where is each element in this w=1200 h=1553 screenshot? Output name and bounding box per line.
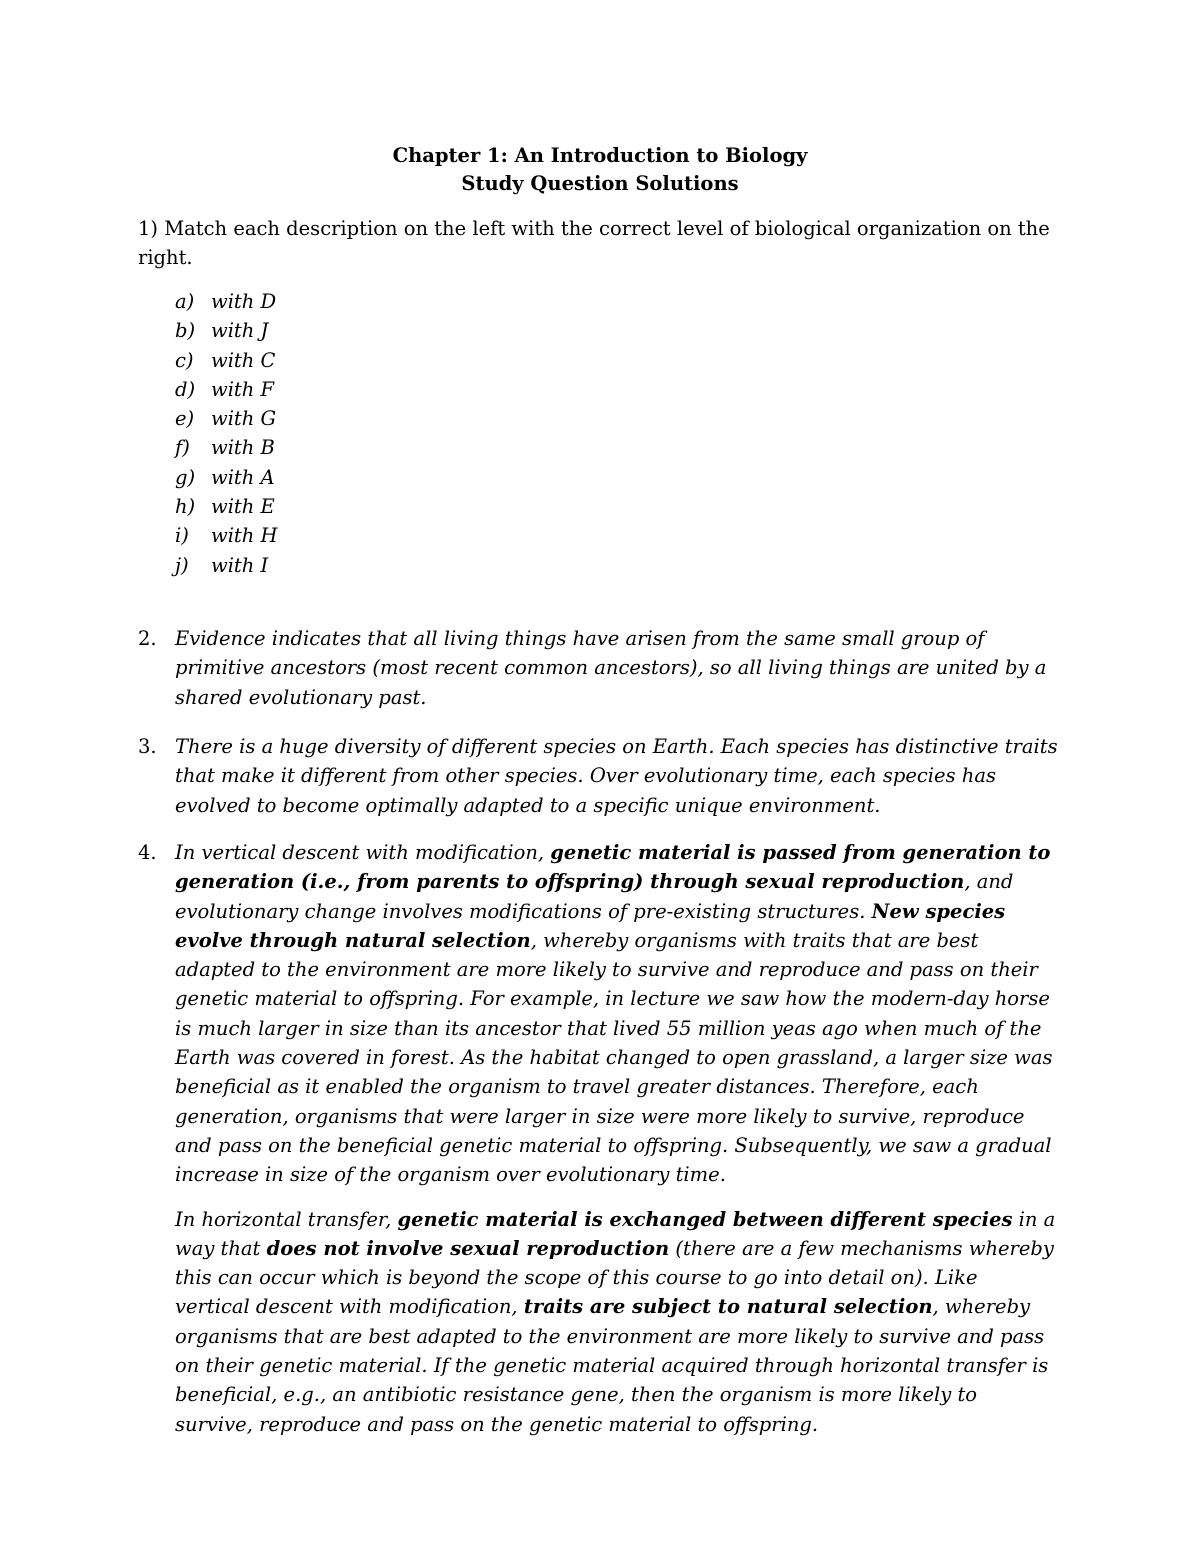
answer-text: with B (211, 436, 275, 460)
answer-text: with C (211, 348, 276, 372)
question-number: 4. (138, 841, 157, 864)
answer-letter: i) (175, 524, 189, 548)
title-block (0, 142, 1200, 198)
answer-text: with I (211, 553, 269, 577)
text-run: , and evolutionary change involves modifications of pre-existing structures. (175, 870, 1014, 923)
bold-emphasis: does not involve sexual reproduction (266, 1236, 670, 1260)
answer-paragraph: Evidence indicates that all living things have arisen from the same small group of primitive ancestors (most recent common ancestors), so all living things are united by a shared evolutionary past. (175, 627, 1047, 709)
answer-letter: h) (175, 495, 196, 519)
answer-letter: f) (175, 436, 190, 460)
answer-text: with E (211, 495, 275, 519)
answer-item (175, 463, 278, 492)
question-2 (138, 624, 1058, 712)
answer-text: with J (211, 319, 269, 343)
answer-letter: c) (175, 348, 194, 372)
question-2-answer (175, 624, 1058, 712)
answer-text: with G (211, 407, 277, 431)
answer-letter: a) (175, 290, 195, 313)
answer-item (175, 492, 278, 521)
answer-paragraph: There is a huge diversity of different species on Earth. Each species has distinctive traits that make it different from other species. Over evolutionary time, each species has evolved to become optimally adapted to a specific unique environment. (175, 735, 1058, 817)
vertical-descent-paragraph (175, 838, 1058, 1190)
answer-letter: d) (175, 377, 196, 401)
answer-letter: g) (175, 465, 196, 489)
question-1-answer-list (175, 287, 278, 580)
text-run: in a way that (175, 1207, 1056, 1260)
answer-item (175, 375, 278, 404)
answer-text: with H (211, 524, 278, 548)
document-subtitle: Study Question Solutions (461, 172, 739, 195)
bold-emphasis: genetic material is passed from generation to generation (i.e., from parents to offspring) through sexual reproduction (175, 841, 1051, 894)
text-run: (there are a few mechanisms whereby this can occur which is beyond the scope of this course to go into detail on). Like vertical descent with modification, (175, 1236, 1054, 1319)
answer-item (175, 404, 278, 433)
answer-text: with D (211, 290, 277, 313)
answer-text: with F (211, 377, 275, 401)
bold-emphasis: New species evolve through natural selection (175, 899, 1006, 952)
answer-letter: b) (175, 319, 196, 343)
answer-item (175, 316, 278, 345)
text-run: , whereby organisms that are best adapted to the environment are more likely to survive and pass on their genetic material. If the genetic material acquired through horizontal transfer is beneficial, e.g., an antibiotic resistance gene, then the organism is more likely to survive, reproduce and pass on the genetic material to offspring. (175, 1295, 1049, 1436)
answer-letter: e) (175, 407, 195, 431)
horizontal-transfer-paragraph (175, 1205, 1058, 1439)
answer-item (175, 551, 278, 580)
bold-emphasis: traits are subject to natural selection (523, 1295, 933, 1319)
question-3 (138, 732, 1058, 820)
bold-emphasis: genetic material is exchanged between different species (397, 1207, 1013, 1231)
document-title: Chapter 1: An Introduction to Biology (392, 144, 808, 167)
answer-text: with A (211, 465, 275, 489)
question-number: 3. (138, 735, 157, 758)
answer-item (175, 433, 278, 462)
question-3-answer (175, 732, 1058, 820)
question-number: 2. (138, 627, 157, 650)
question-4-answer (175, 838, 1058, 1439)
answer-letter: j) (175, 553, 189, 577)
answer-item (175, 287, 278, 316)
answer-item (175, 521, 278, 550)
answer-item (175, 346, 278, 375)
text-run: , whereby organisms with traits that are best adapted to the environment are more likely to survive and reproduce and pass on their genetic material to offspring. For example, in lecture we saw how the modern-day horse is much larger in size than its ancestor that lived 55 million yeas ago when much of the Earth was covered in forest. As the habitat changed to open grassland, a larger size was beneficial as it enabled the organism to travel greater distances. Therefore, each generation, organisms that were larger in size were more likely to survive, reproduce and pass on the beneficial genetic material to offspring. Subsequently, we saw a gradual increase in size of the organism over evolutionary time. (175, 928, 1053, 1187)
text-run: In horizontal transfer, (175, 1207, 398, 1231)
text-run: In vertical descent with modification, (175, 841, 551, 864)
question-1-prompt: 1) Match each description on the left with the correct level of biological organization on the right. (138, 217, 1050, 269)
question-4 (138, 838, 1058, 1439)
